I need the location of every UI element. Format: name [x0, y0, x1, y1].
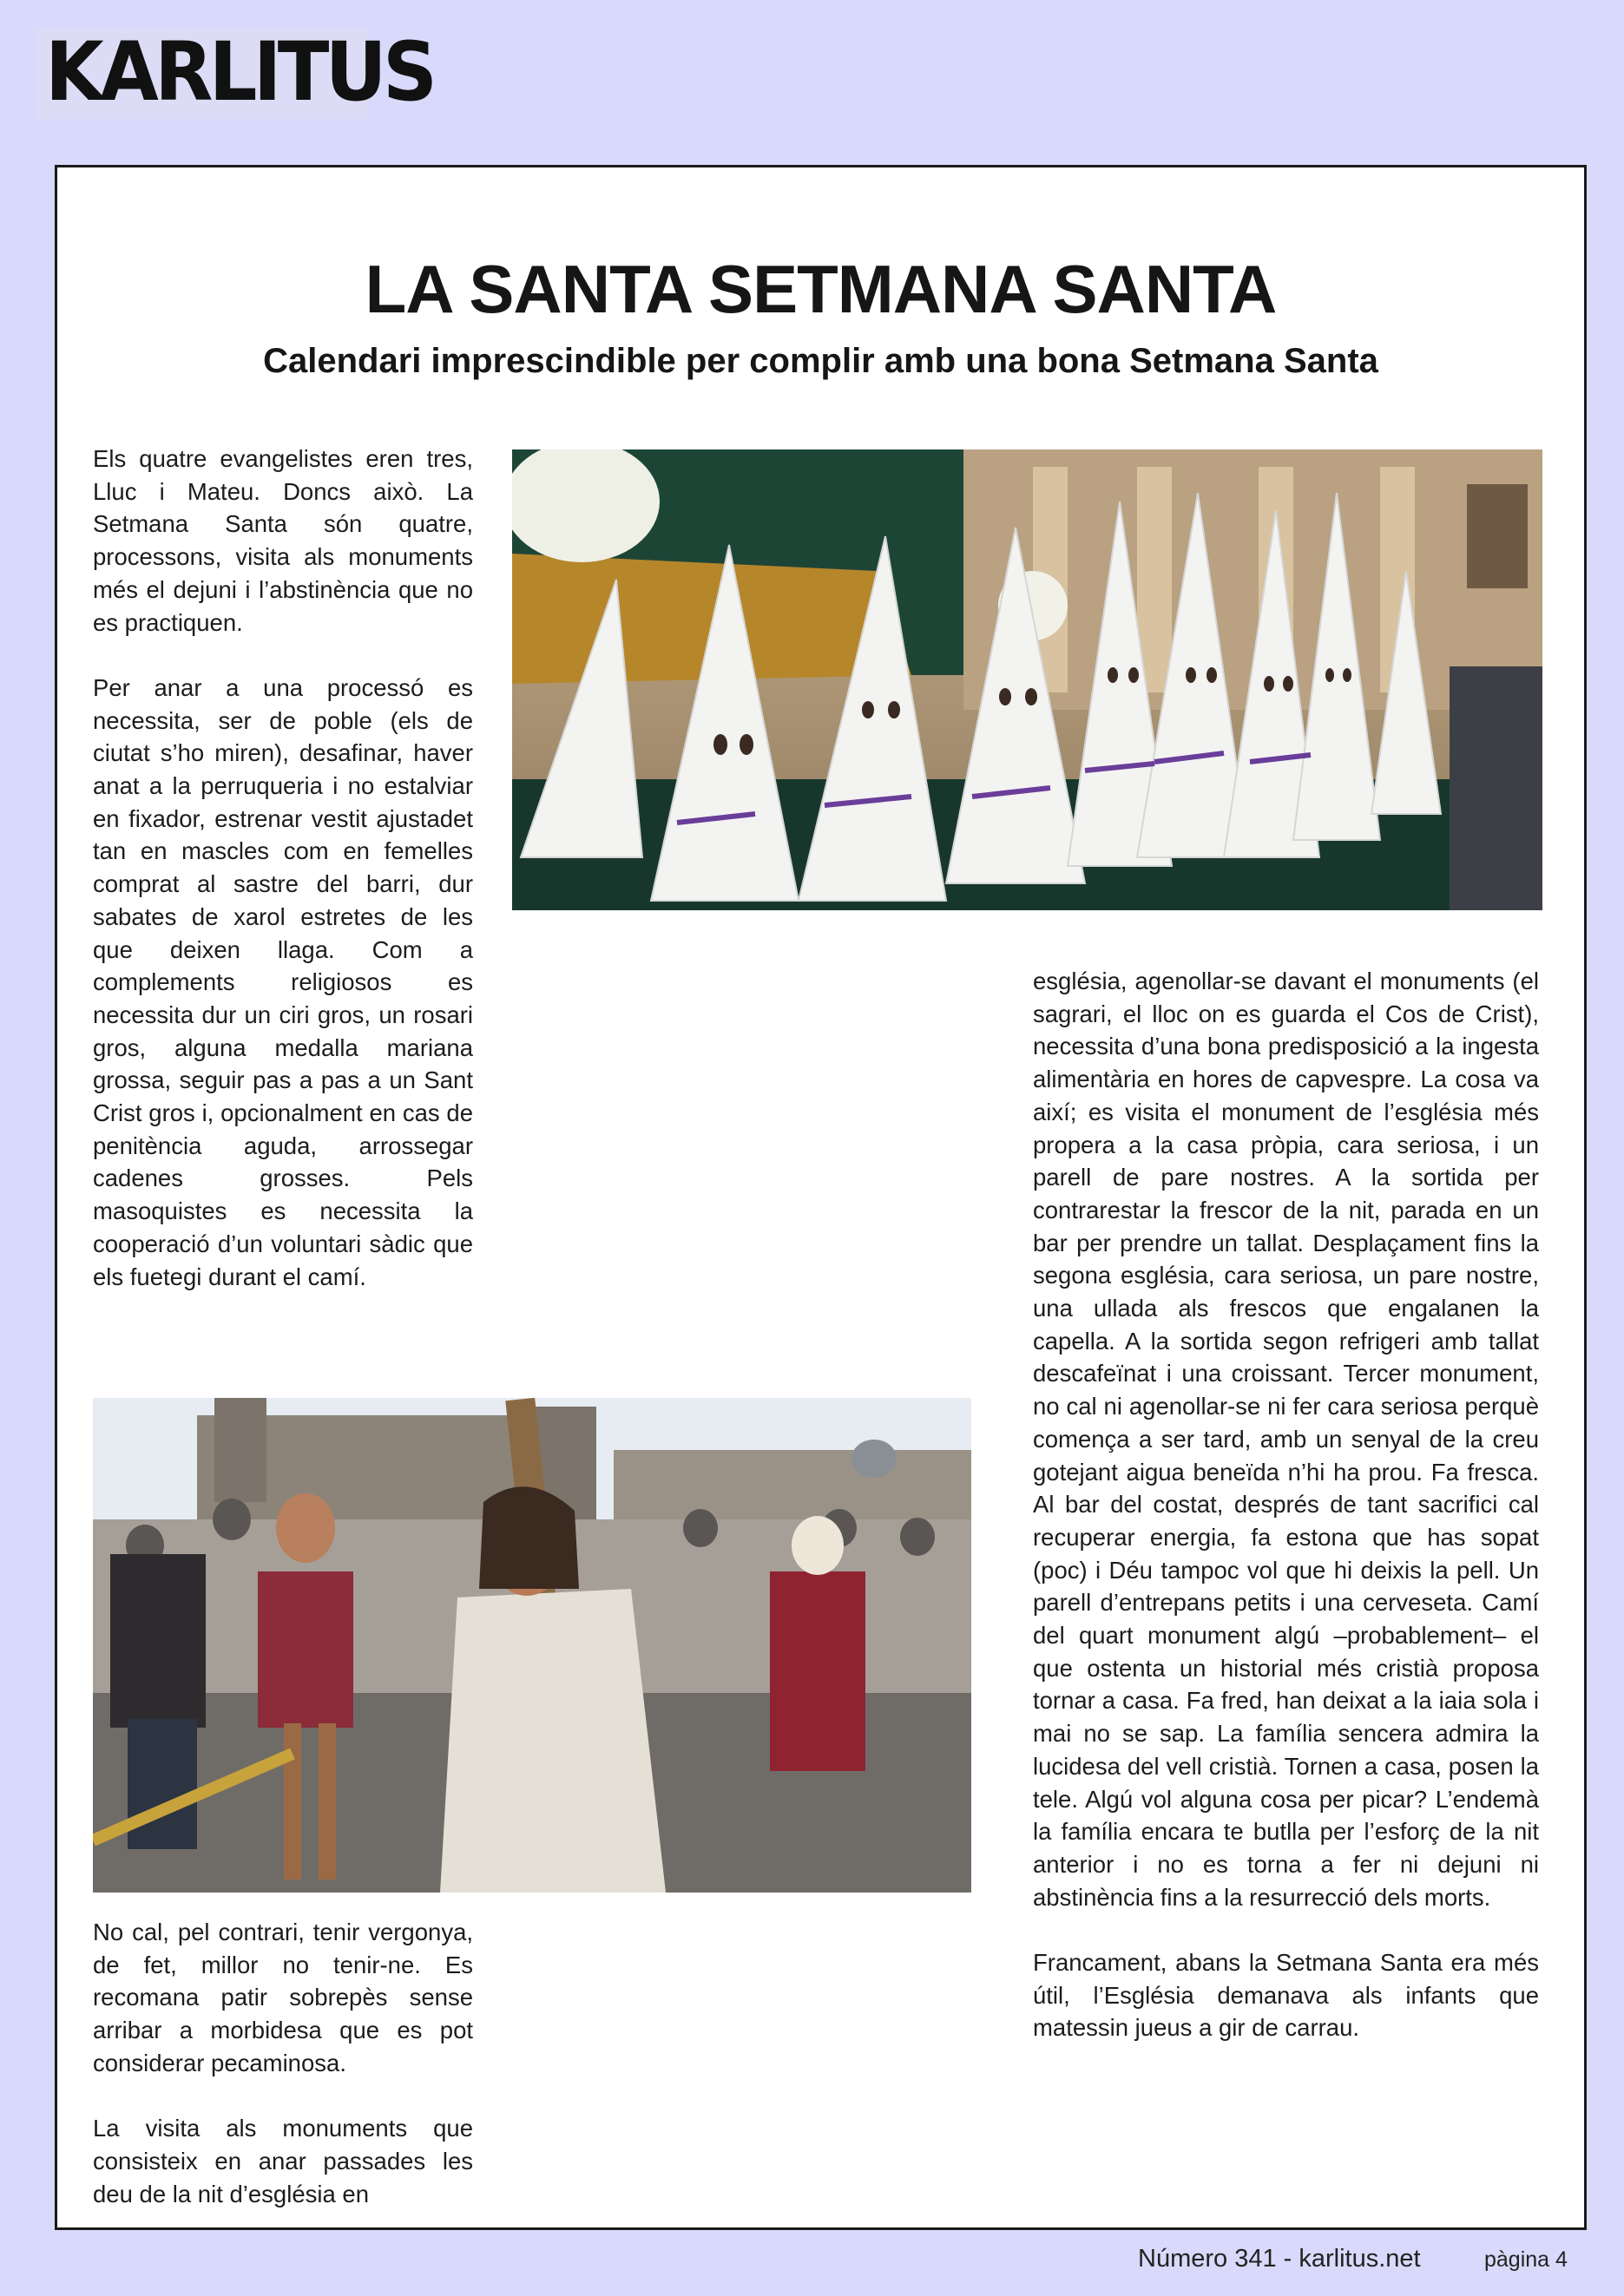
paragraph: Francament, abans la Setmana Santa era més útil, l’Església demanava als infants que matessin jueus a gir de carrau. [1033, 1949, 1539, 2042]
text-column-right [1033, 965, 1539, 2044]
text-column-left-top [93, 443, 473, 1293]
via-crucis-reenactment-photo [93, 1398, 971, 1893]
footer-issue-info: Número 341 - karlitus.net [1138, 2245, 1421, 2273]
paragraph: Els quatre evangelistes eren tres, Lluc i Mateu. Doncs això. La Setmana Santa són quatre, processons, visita als monuments més el dejuni i l’abstinència que no es practiquen. [93, 445, 473, 636]
masthead [36, 25, 434, 120]
footer-page-number: pàgina 4 [1484, 2247, 1568, 2272]
text-column-left-bottom [93, 1916, 473, 2210]
article-subtitle: Calendari imprescindible per complir amb una bona Setmana Santa [263, 342, 1378, 380]
procession-hooded-penitents-photo [512, 449, 1542, 910]
paragraph: La visita als monuments que consisteix en anar passades les deu de la nit d’església en [93, 2115, 473, 2207]
masthead-logo: KARLITUS [45, 25, 434, 120]
article-title: LA SANTA SETMANA SANTA [365, 251, 1277, 327]
paragraph: església, agenollar-se davant el monuments (el sagrari, el lloc on es guarda el Cos de Crist), necessita d’una bona predisposició a la ingesta alimentària en hores de capvespre. La cosa va així; es visita el monument de l’església més propera a la casa pròpia, cara seriosa, i un parell de pare nostres. A la sortida per contrarestar la frescor de la nit, parada en un bar per prendre un tallat. Desplaçament fins la segona església, cara seriosa, un pare nostre, una ullada als frescos que engalanen la capella. A la sortida segon refrigeri amb tallat descafeïnat i una croissant. Tercer monument, no cal ni agenollar-se ni fer cara seriosa perquè comença a ser tard, amb un senyal de la creu gotejant aigua beneïda n’hi ha prou. Fa fresca. Al bar del costat, després de tant sacrifici cal recuperar energia, fa estona que has sopat (poc) i Déu tampoc vol que hi deixis la pell. Un parell d’entrepans petits i una cerveseta. Camí del quart monument algú –probablement– el que ostenta un historial més cristià proposa tornar a casa. Fa fred, han deixat a la iaia sola i mai no se sap. La família sencera admira la lucidesa del vell cristià. Tornen a casa, posen la tele. Algú vol alguna cosa per picar? L’endemà la família encara te butlla per l’esforç de la nit anterior i no es torna a fer ni dejuni ni abstinència fins a la resurrecció dels morts. [1033, 968, 1539, 1911]
paragraph: No cal, pel contrari, tenir vergonya, de fet, millor no tenir-ne. Es recomana patir sobrepès sense arribar a morbidesa que es pot considerar pecaminosa. [93, 1919, 473, 2076]
paragraph: Per anar a una processó es necessita, ser de poble (els de ciutat s’ho miren), desafinar, haver anat a la perruqueria i no estalviar en fixador, estrenar vestit ajustadet tan en mascles com en femelles comprat al sastre del barri, dur sabates de xarol estretes de les que deixen llaga. Com a complements religiosos es necessita dur un ciri gros, un rosari gros, alguna medalla mariana grossa, seguir pas a pas a un Sant Crist gros i, opcionalment en cas de penitència aguda, arrossegar cadenes grosses. Pels masoquistes es necessita la cooperació d’un voluntari sàdic que els fuetegi durant el camí. [93, 673, 473, 1290]
